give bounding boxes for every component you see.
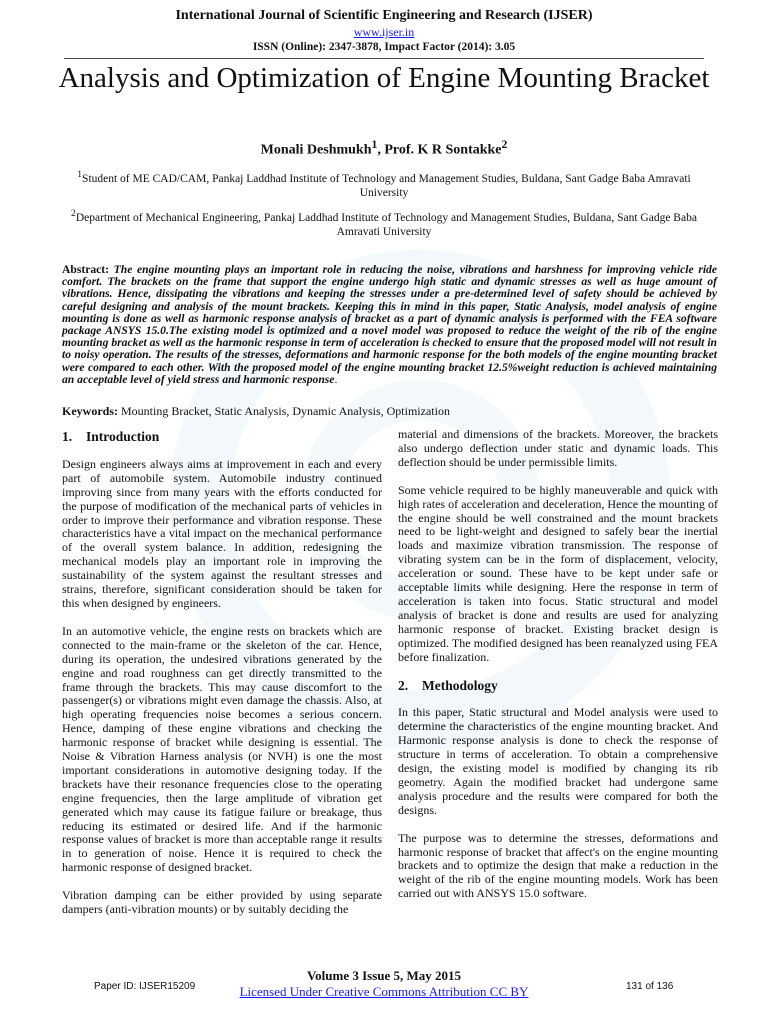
keywords-text: Mounting Bracket, Static Analysis, Dynamic Analysis, Optimization xyxy=(121,404,450,418)
keywords xyxy=(62,404,717,419)
affiliation-2 xyxy=(70,207,698,239)
author-1: Monali Deshmukh xyxy=(260,142,372,158)
keywords-label: Keywords: xyxy=(62,404,121,418)
right-column xyxy=(398,428,718,915)
paragraph: The purpose was to determine the stresses, deformations and harmonic response of bracket that affect's on the engine mounting brackets and to optimize the design that make a reduction in the weight of the rib of the engine mounting models. Work has been carried out with ANSYS 15.0 software. xyxy=(398,830,718,901)
paragraph: Some vehicle required to be highly maneuverable and quick with high rates of acceleration and deceleration, Hence the mounting of the engine should be well constrained and the mount brackets need to be light-weight and designed to safely bear the inertial loads and maximize vibration transmission. The response of vibrating system can be in the form of displacement, velocity, acceleration or sound. These have to be kept under safe or acceptable limits while designing. Here the response in term of acceleration is taken into focus. Static structural and model analysis of bracket is done and results are used for analyzing harmonic response of bracket. Existing bracket design is optimized. The modified designed has been reanalyzed using FEA before finalization. xyxy=(398,482,718,664)
abstract-text: The engine mounting plays an important role in reducing the noise, vibrations and harshness for improving vehicle ride comfort. The brackets on the frame that support the engine undergo high static and dynamic stresses as well as huge amount of vibrations. Hence, dissipating the vibrations and keeping the stresses under a pre-determined level of safety should be achieved by careful designing and analysis of the mount brackets. Keeping this in mind in this paper, Static Analysis, model analysis of engine mounting is done as well as harmonic response analysis of bracket as a part of dynamic analysis is performed with the FEA software package ANSYS 15.0.The existing model is optimized and a novel model was proposed to reduce the weight of the rib of the engine mounting bracket as well as the harmonic response in term of acceleration is checked to ensure that the proposed model will not result in to noisy operation. The results of the stresses, deformations and harmonic response for the both models of the engine mounting bracket were compared to each other. With the proposed model of the engine mounting bracket 12.5%weight reduction is achieved maintaining an acceptable level of yield stress and harmonic response xyxy=(62,263,717,386)
section-heading-methodology xyxy=(398,679,718,693)
section-title: Methodology xyxy=(422,677,498,693)
footer-paper-id: Paper ID: IJSER15209 xyxy=(94,981,196,992)
header-divider xyxy=(64,58,704,59)
paragraph: In an automotive vehicle, the engine rests on brackets which are connected to the main-frame or the skeleton of the car. Hence, during its operation, the undesired vibrations generated by the engine and road roughness can get directly transmitted to the frame through the brackets. This may cause discomfort to the passenger(s) or vibrations might even damage the chassis. Also, at high operating frequencies noise becomes a serious concern. Hence, damping of these engine vibrations and checking the harmonic response of bracket while designing is essential. The Noise & Vibration Harness analysis (or NVH) is one the most important considerations in automotive designing today. If the brackets have their resonance frequencies close to the operating engine frequencies, then the large amplitude of vibration get generated which may cause its fatigue failure or breakage, thus reducing its estimated or desired life. And if the harmonic response values of bracket is more than acceptable range it results in to generation of noise. Hence it is required to check the harmonic response of designed bracket. xyxy=(62,623,382,875)
affiliation-2-text: Department of Mechanical Engineering, Pankaj Laddhad Institute of Technology and Management Studies, Buldana, Sant Gadge Baba Amravati University xyxy=(75,211,697,238)
paragraph: material and dimensions of the brackets. Moreover, the brackets also undergo deflection under static and dynamic loads. This deflection should be under permissible limits. xyxy=(398,427,718,469)
affiliation-1 xyxy=(70,168,698,200)
footer-license-link[interactable]: Licensed Under Creative Commons Attribution CC BY xyxy=(239,984,529,999)
paragraph: Design engineers always aims at improvement in each and every part of automobile system. Automobile industry continued improving since from many years with the efforts conducted for the purpose of modification of the mechanical parts of vehicles in order to improve their performance and vibration response. These characteristics have a vital impact on the mechanical performance of the overall system balance. In addition, redesigning the mechanical models play an important role in improving the sustainability of the system against the resultant stresses and strains, therefore, significant consideration should be taken for this when designed by engineers. xyxy=(62,456,382,610)
footer-volume: Volume 3 Issue 5, May 2015 xyxy=(306,968,462,983)
section-number: 1. xyxy=(62,429,73,444)
paragraph: Vibration damping can be either provided by using separate dampers (anti-vibration mounts) or by suitably deciding the xyxy=(62,888,382,917)
section-number: 2. xyxy=(398,677,409,693)
footer-page-number: 131 of 136 xyxy=(626,981,674,992)
section-heading-introduction xyxy=(62,430,382,444)
section-title: Introduction xyxy=(86,429,160,444)
author-2-sup: 2 xyxy=(501,138,508,151)
author-1-sup: 1 xyxy=(371,138,378,151)
abstract xyxy=(62,264,717,386)
affiliation-2-sup: 2 xyxy=(71,208,76,219)
journal-name: International Journal of Scientific Engineering and Research (IJSER) xyxy=(175,8,593,23)
affiliation-1-sup: 1 xyxy=(77,169,83,180)
affiliation-1-text: Student of ME CAD/CAM, Pankaj Laddhad Institute of Technology and Management Studies, Buldana, Sant Gadge Baba Amravati University xyxy=(82,172,691,199)
abstract-end: . xyxy=(334,372,338,386)
author-separator: , xyxy=(377,142,385,158)
paragraph: In this paper, Static structural and Model analysis were used to determine the characteristics of the engine mounting bracket. And Harmonic response analysis is done to check the response of structure in terms of acceleration. To obtain a comprehensive design, the existing model is modified by changing its rib geometry. Again the modified bracket had undergone same analysis procedure and the results were compared for both the designs. xyxy=(398,705,718,817)
author-line xyxy=(0,138,768,159)
left-column xyxy=(62,428,382,931)
journal-url-link[interactable]: www.ijser.in xyxy=(353,25,415,39)
paper-title: Analysis and Optimization of Engine Mounting Bracket xyxy=(58,62,710,94)
author-2: Prof. K R Sontakke xyxy=(384,142,502,158)
journal-header xyxy=(0,8,768,53)
issn-line: ISSN (Online): 2347-3878, Impact Factor (2014): 3.05 xyxy=(252,41,516,53)
abstract-label: Abstract: xyxy=(62,263,114,276)
